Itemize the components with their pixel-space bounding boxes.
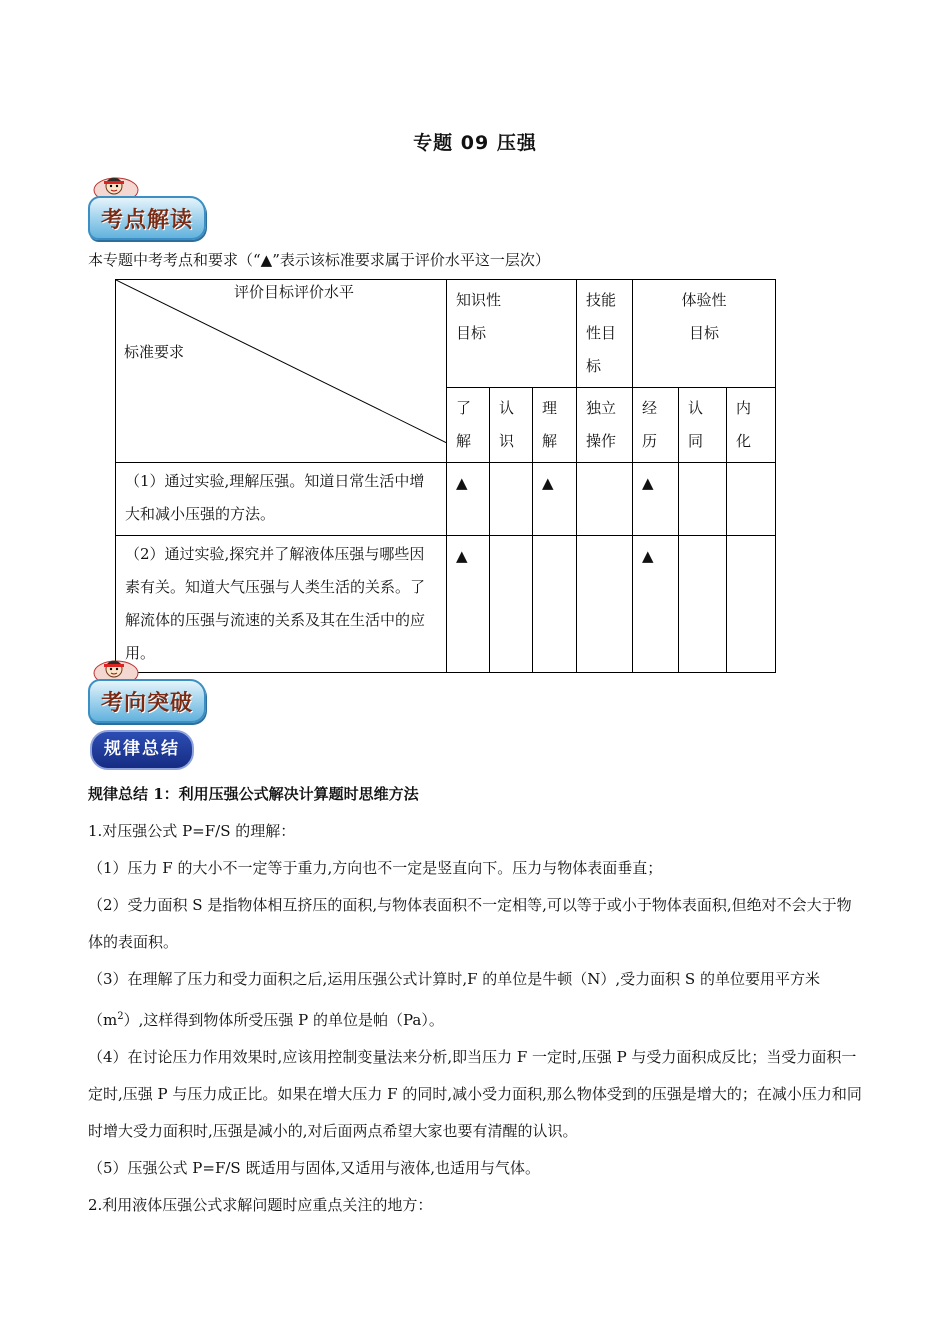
group-experience bbox=[633, 280, 776, 388]
mark-cell: ▲ bbox=[533, 463, 577, 536]
rule-paragraph bbox=[88, 961, 863, 1039]
mark-cell bbox=[533, 536, 577, 673]
kaoxiang-badge bbox=[84, 655, 209, 725]
mark-cell bbox=[727, 536, 776, 673]
mark-cell bbox=[577, 536, 633, 673]
rule-p4-a: （3）在理解了压力和受力面积之后,运用压强公式计算时,F 的单位是牛顿（N）,受力面积 S 的单位要用平方米（m bbox=[88, 970, 820, 1029]
rule-heading: 规律总结 1：利用压强公式解决计算题时思维方法 bbox=[88, 785, 419, 803]
mark-cell bbox=[727, 463, 776, 536]
sub-l2: 解 bbox=[542, 432, 558, 450]
sub-header-cell bbox=[490, 388, 533, 463]
kaoxiang-label: 考向突破 bbox=[100, 691, 193, 716]
rule-paragraph: （2）受力面积 S 是指物体相互挤压的面积,与物体表面积不一定相等,可以等于或小于物体表面积,但绝对不会大于物体的表面积。 bbox=[88, 896, 852, 951]
rule-p4-b: ）,这样得到物体所受压强 P 的单位是帕（Pa）。 bbox=[123, 1011, 444, 1029]
rule-paragraph: （5）压强公式 P=F/S 既适用与固体,又适用与液体,也适用与气体。 bbox=[88, 1159, 541, 1177]
rule-paragraph: 2.利用液体压强公式求解问题时应重点关注的地方： bbox=[88, 1196, 433, 1214]
group-knowledge-l2: 目标 bbox=[456, 324, 487, 342]
sub-l2: 化 bbox=[736, 432, 752, 450]
table-row bbox=[116, 463, 776, 536]
mark-cell bbox=[490, 463, 533, 536]
group-skill-l3: 标 bbox=[586, 357, 602, 375]
kaodian-label: 考点解读 bbox=[100, 208, 193, 233]
mark-cell: ▲ bbox=[447, 536, 490, 673]
sub-l1: 独立 bbox=[586, 399, 617, 417]
page-title: 专题 09 压强 bbox=[413, 132, 537, 154]
rules-body bbox=[88, 776, 863, 1224]
rule-p4-sup: 2 bbox=[117, 1011, 124, 1022]
mark-cell: ▲ bbox=[447, 463, 490, 536]
mark-cell: ▲ bbox=[633, 463, 679, 536]
rule-paragraph: 1.对压强公式 P=F/S 的理解： bbox=[88, 822, 296, 840]
kaoxiang-cloud bbox=[88, 679, 206, 723]
rule-paragraph: （1）压力 F 的大小不一定等于重力,方向也不一定是竖直向下。压力与物体表面垂直； bbox=[88, 859, 663, 877]
diag-header-top: 评价目标评价水平 bbox=[234, 283, 355, 301]
mark-cell bbox=[679, 536, 727, 673]
kaodian-cloud bbox=[88, 196, 206, 240]
sub-l2: 历 bbox=[642, 432, 658, 450]
group-experience-l2: 目标 bbox=[689, 324, 720, 342]
sub-header-cell bbox=[577, 388, 633, 463]
group-skill-l2: 性目 bbox=[586, 324, 617, 342]
sub-header-cell bbox=[533, 388, 577, 463]
group-skill bbox=[577, 280, 633, 388]
group-knowledge-l1: 知识性 bbox=[456, 291, 502, 309]
rule-paragraph: （4）在讨论压力作用效果时,应该用控制变量法来分析,即当压力 F 一定时,压强 P 与受力面积成反比；当受力面积一定时,压强 P 与压力成正比。如果在增大压力 F 的同时,减小受力面积,那么物体受到的压强是增大的；在减小压力和同时增大受力面积时,压强是减小的,对后面两点希望大家也要有清醒的认识。 bbox=[88, 1048, 862, 1140]
intro-text: 本专题中考考点和要求（“▲”表示该标准要求属于评价水平这一层次） bbox=[88, 251, 550, 269]
standard-text: （2）通过实验,探究并了解液体压强与哪些因素有关。知道大气压强与人类生活的关系。了解流体的压强与流速的关系及其在生活中的应用。 bbox=[116, 536, 447, 673]
sub-header-cell bbox=[447, 388, 490, 463]
group-experience-l1: 体验性 bbox=[681, 291, 727, 309]
group-skill-l1: 技能 bbox=[586, 291, 617, 309]
diag-header-bottom: 标准要求 bbox=[124, 343, 185, 361]
rule-summary-pill: 规律总结 bbox=[90, 730, 194, 770]
sub-header-cell bbox=[727, 388, 776, 463]
sub-header-cell bbox=[679, 388, 727, 463]
sub-l1: 认 bbox=[688, 399, 704, 417]
mark-cell bbox=[490, 536, 533, 673]
standards-table bbox=[115, 279, 776, 673]
sub-l2: 解 bbox=[456, 432, 472, 450]
sub-header-cell bbox=[633, 388, 679, 463]
sub-l1: 内 bbox=[736, 399, 752, 417]
group-knowledge bbox=[447, 280, 577, 388]
mark-cell bbox=[577, 463, 633, 536]
diagonal-header-cell bbox=[116, 280, 447, 463]
sub-l1: 理 bbox=[542, 399, 558, 417]
sub-l2: 识 bbox=[499, 432, 515, 450]
sub-l2: 同 bbox=[688, 432, 704, 450]
sub-l1: 了 bbox=[456, 399, 472, 417]
sub-l1: 经 bbox=[642, 399, 658, 417]
sub-l2: 操作 bbox=[586, 432, 617, 450]
table-row bbox=[116, 536, 776, 673]
sub-l1: 认 bbox=[499, 399, 515, 417]
mark-cell: ▲ bbox=[633, 536, 679, 673]
mark-cell bbox=[679, 463, 727, 536]
kaodian-badge bbox=[84, 172, 209, 242]
standard-text: （1）通过实验,理解压强。知道日常生活中增大和减小压强的方法。 bbox=[116, 463, 447, 536]
